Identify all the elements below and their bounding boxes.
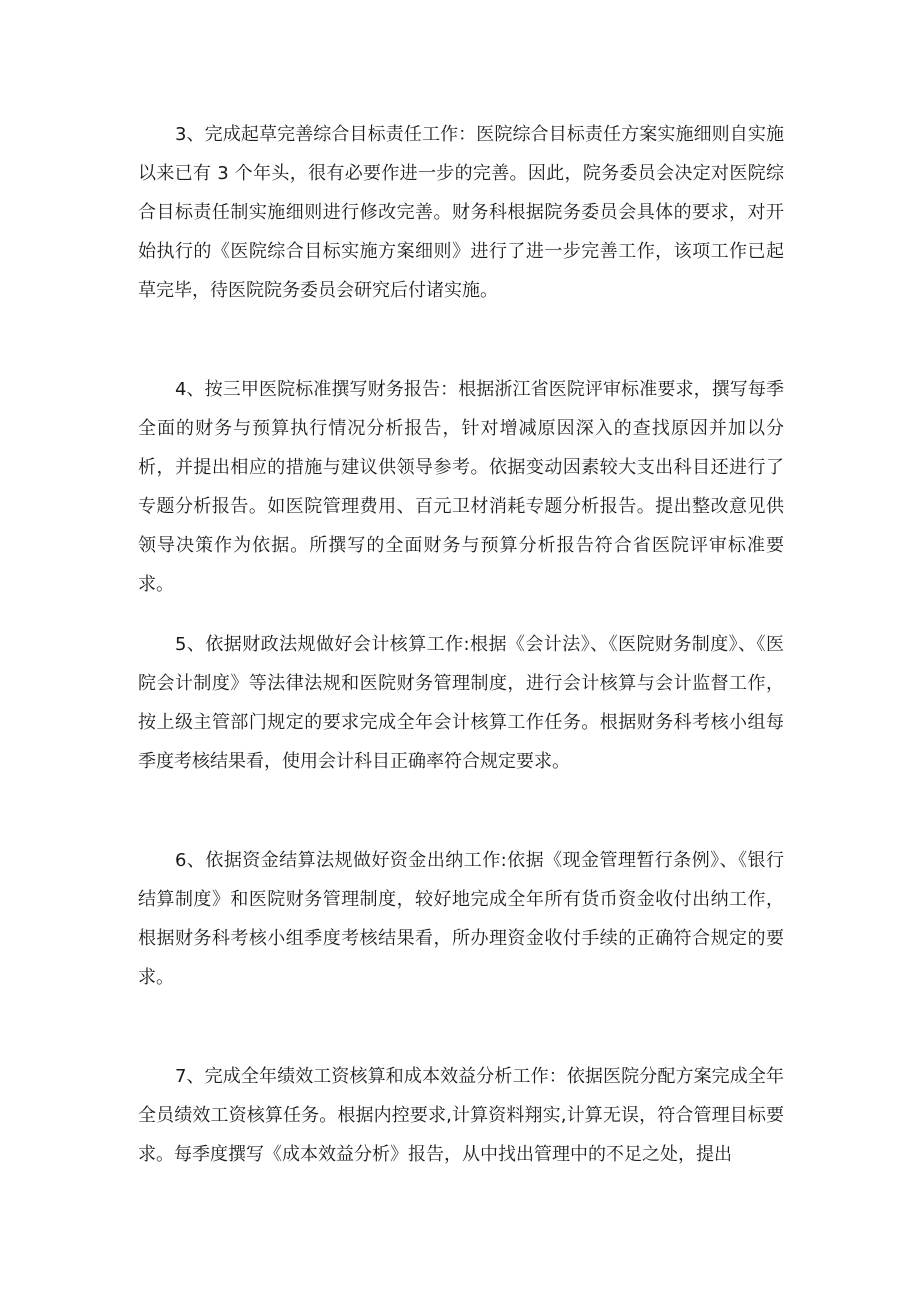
paragraph-item-5: 5、依据财政法规做好会计核算工作:根据《会计法》、《医院财务制度》、《医院会计制度》等法律法规和医院财务管理制度，进行会计核算与会计监督工作，按上级主管部门规定的要求完成全年会计核算工作任务。根据财务科考核小组每季度考核结果看，使用会计科目正确率符合规定要求。 bbox=[138, 634, 784, 772]
paragraph-item-7: 7、完成全年绩效工资核算和成本效益分析工作：依据医院分配方案完成全年全员绩效工资核算任务。根据内控要求,计算资料翔实,计算无误，符合管理目标要求。每季度撰写《成本效益分析》报告，从中找出管理中的不足之处，提出 bbox=[138, 1066, 784, 1165]
paragraph-item-3: 3、完成起草完善综合目标责任工作：医院综合目标责任方案实施细则自实施以来已有 3 个年头，很有必要作进一步的完善。因此，院务委员会决定对医院综合目标责任制实施细则进行修改完善。财务科根据院务委员会具体的要求，对开始执行的《医院综合目标实施方案细则》进行了进一步完善工作，该项工作已起草完毕，待医院院务委员会研究后付诸实施。 bbox=[138, 124, 784, 301]
paragraph-item-4: 4、按三甲医院标准撰写财务报告：根据浙江省医院评审标准要求，撰写每季全面的财务与预算执行情况分析报告，针对增减原因深入的查找原因并加以分析，并提出相应的措施与建议供领导参考。依据变动因素较大支出科目还进行了专题分析报告。如医院管理费用、百元卫材消耗专题分析报告。提出整改意见供领导决策作为依据。所撰写的全面财务与预算分析报告符合省医院评审标准要求。 bbox=[138, 379, 784, 595]
paragraph-item-6: 6、依据资金结算法规做好资金出纳工作:依据《现金管理暂行条例》、《银行结算制度》和医院财务管理制度，较好地完成全年所有货币资金收付出纳工作，根据财务科考核小组季度考核结果看，所办理资金收付手续的正确符合规定的要求。 bbox=[138, 850, 784, 988]
